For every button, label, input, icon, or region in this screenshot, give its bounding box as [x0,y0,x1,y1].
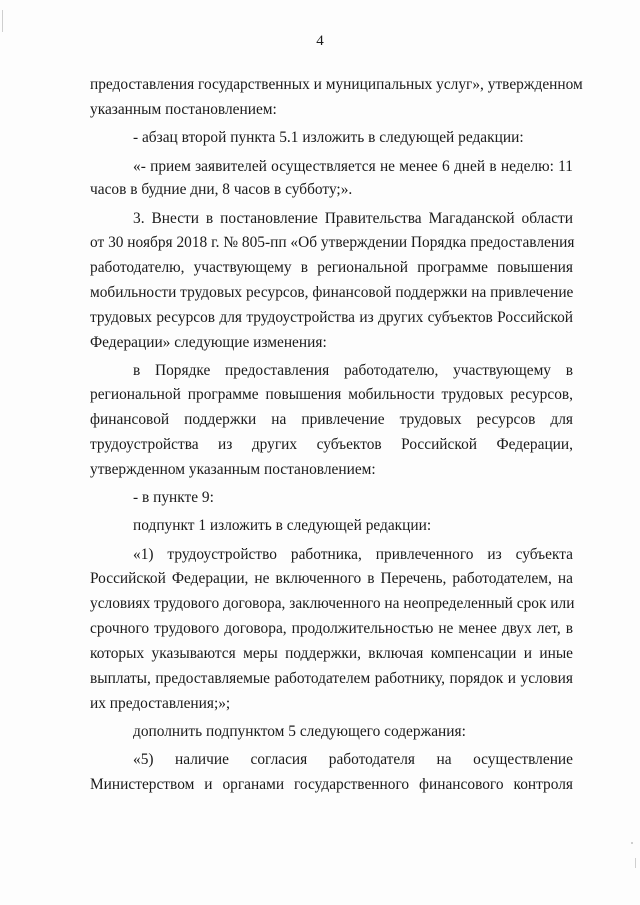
text-line: - в пункте 9: [133,489,214,506]
text-line: региональной программе повышения мобильности трудовых ресурсов, [90,386,573,403]
text-line: утвержденном указанным постановлением: [90,461,376,478]
page-number: 4 [316,33,324,49]
scan-speck [631,842,633,844]
text-line: финансовой поддержки на привлечение трудовых ресурсов для [90,411,573,428]
text-line: мобильности трудовых ресурсов, финансовой поддержки на привлечение [90,284,574,301]
text-line: часов в будние дни, 8 часов в субботу;». [90,181,353,198]
text-line: подпункт 1 изложить в следующей редакции: [133,517,432,534]
text-line: в Порядке предоставления работодателю, участвующему в [133,362,573,379]
text-line: Министерством и органами государственного финансового контроля [90,776,573,793]
text-line: «5) наличие согласия работодателя на осуществление [133,751,573,768]
scan-edge-mark [2,10,3,32]
text-line: срочного трудового договора, продолжительностью не менее двух лет, в [90,620,573,637]
text-line: «- прием заявителей осуществляется не менее 6 дней в неделю: 11 [133,158,573,175]
text-line: их предоставления;»; [90,695,231,712]
text-line: работодателю, участвующему в региональной программе повышения [90,259,573,276]
scan-edge-mark [635,858,636,868]
text-line: Федерации» следующие изменения: [90,334,327,351]
text-line: выплаты, предоставляемые работодателем работнику, порядок и условия [90,670,573,687]
text-line: трудоустройства из других субъектов Российской Федерации, [90,436,573,453]
text-line: дополнить подпунктом 5 следующего содержания: [133,723,466,740]
text-line: которых указываются меры поддержки, включая компенсации и иные [90,645,573,662]
text-line: предоставления государственных и муниципальных услуг», утвержденном [90,76,583,93]
text-line: условиях трудового договора, заключенного на неопределенный срок или [90,595,575,612]
text-line: указанным постановлением: [90,101,277,118]
text-line: трудовых ресурсов для трудоустройства из других субъектов Российской [90,309,573,326]
text-line: от 30 ноября 2018 г. № 805-пп «Об утверждении Порядка предоставления [90,234,575,251]
text-line: - абзац второй пункта 5.1 изложить в следующей редакции: [133,129,524,146]
text-line: «1) трудоустройство работника, привлеченного из субъекта [133,546,573,563]
text-line: Российской Федерации, не включенного в Перечень, работодателем, на [90,570,573,587]
text-line: 3. Внести в постановление Правительства Магаданской области [133,210,573,227]
